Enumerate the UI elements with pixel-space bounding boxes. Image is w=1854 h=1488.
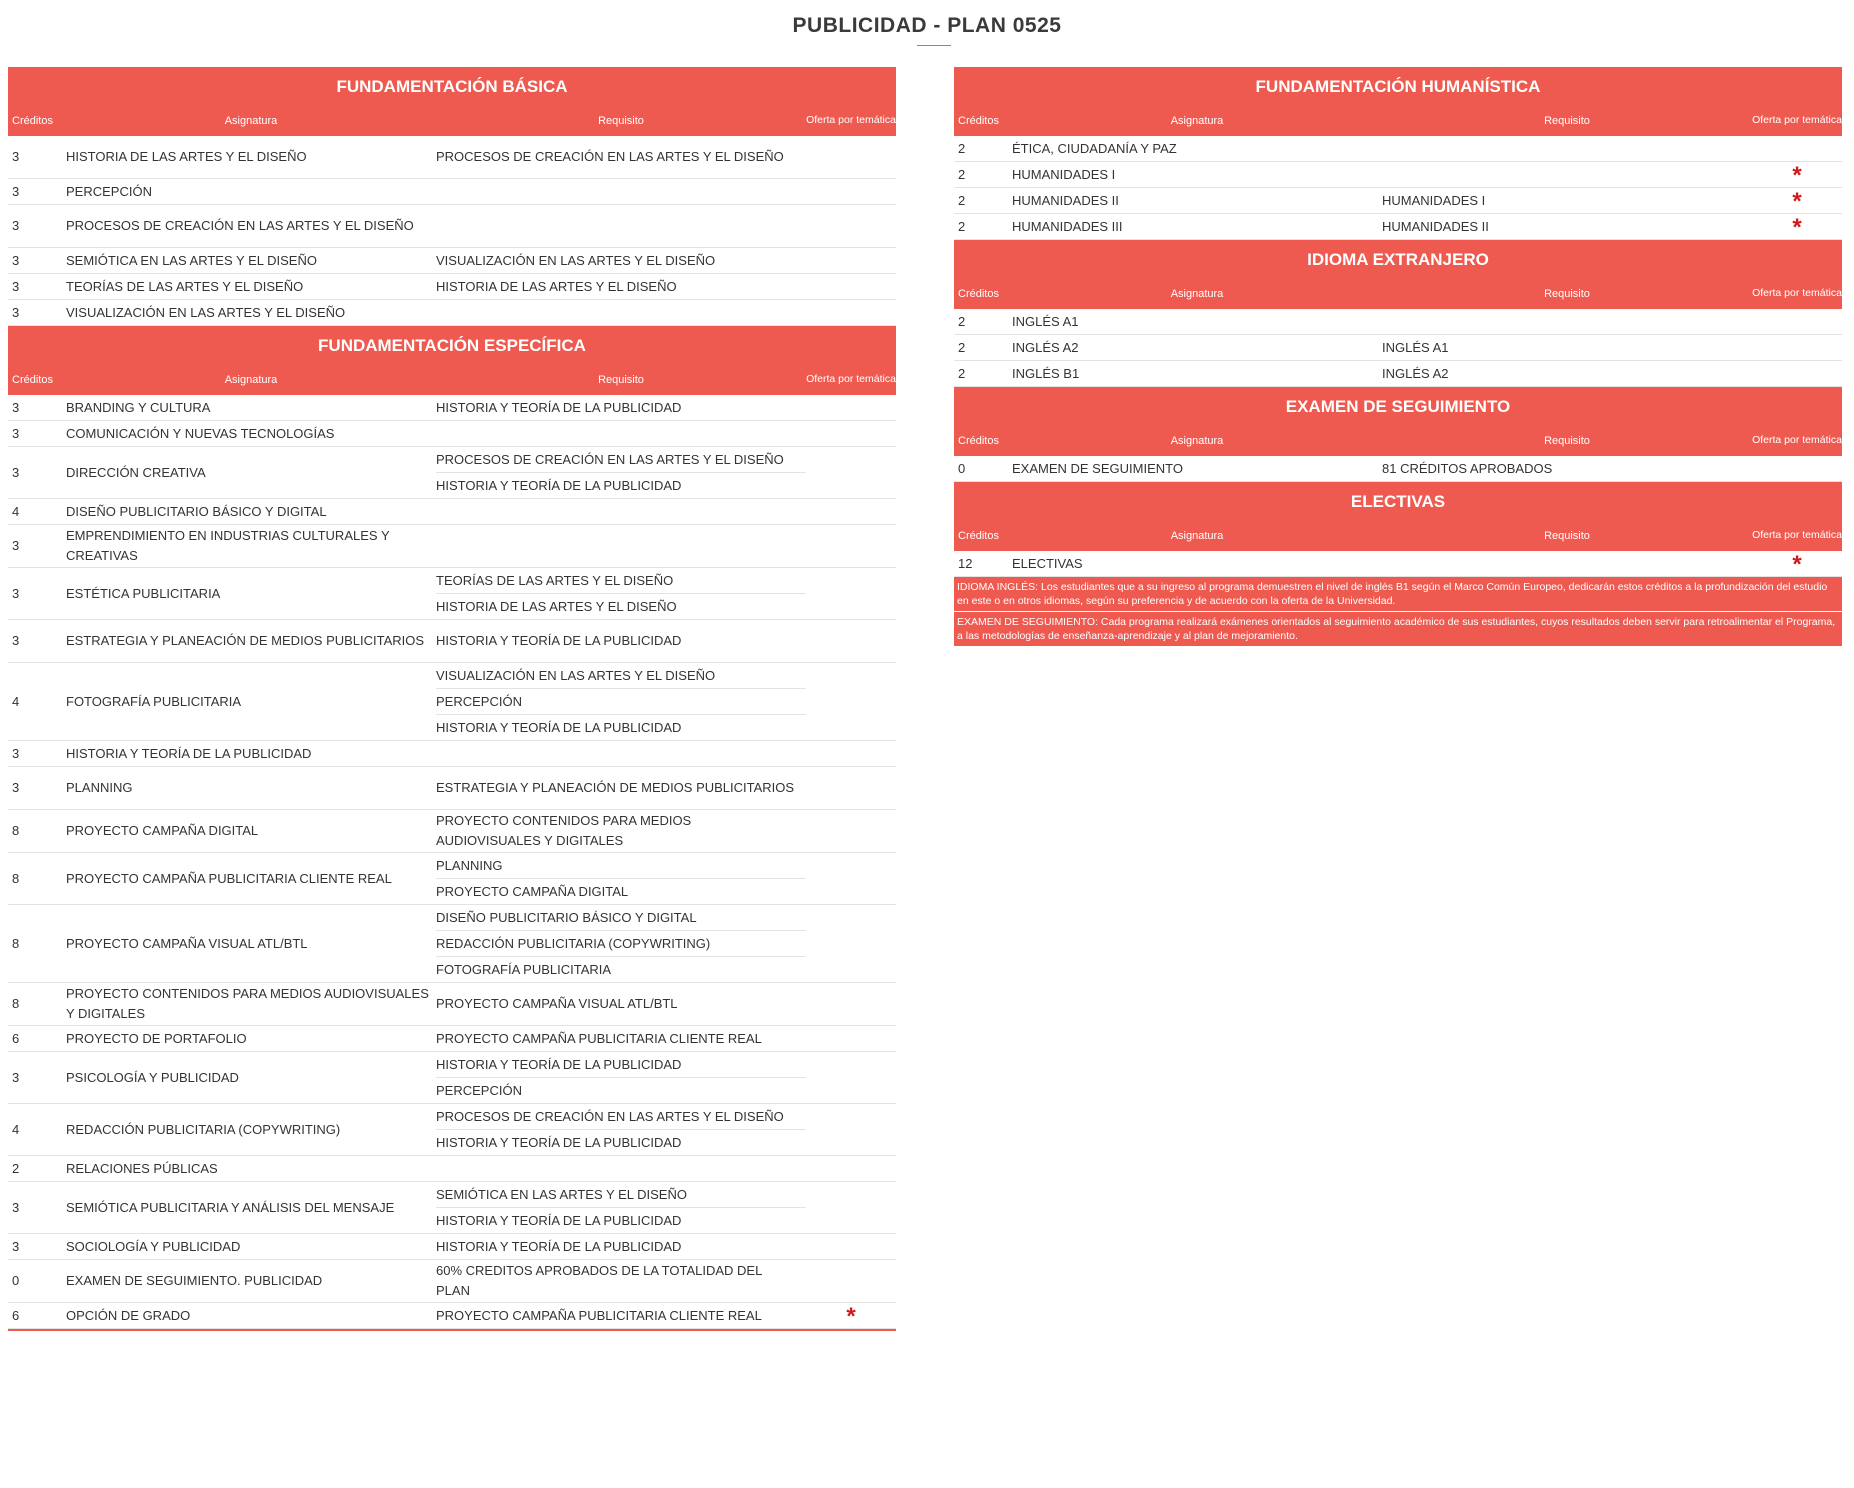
oferta-cell	[806, 499, 896, 524]
creditos-cell: 3	[12, 538, 20, 553]
header-oferta: Oferta por temática	[1752, 529, 1842, 541]
section-header	[954, 240, 1842, 309]
requisito-item: ESTRATEGIA Y PLANEACIÓN DE MEDIOS PUBLICITARIOS	[436, 780, 795, 795]
oferta-cell	[806, 905, 896, 982]
creditos-cell: 3	[12, 464, 20, 480]
requisito-cell	[436, 136, 806, 178]
requisito-item	[1382, 136, 1752, 161]
oferta-cell	[806, 741, 896, 766]
table-row	[954, 551, 1842, 577]
asterisk-icon: *	[1792, 213, 1802, 241]
requisito-item: PROCESOS DE CREACIÓN EN LAS ARTES Y EL DISEÑO	[436, 149, 784, 164]
creditos-cell: 2	[958, 140, 966, 156]
requisito-item	[436, 179, 806, 204]
requisito-item: HISTORIA Y TEORÍA DE LA PUBLICIDAD	[436, 1212, 682, 1228]
asignatura-cell: SOCIOLOGÍA Y PUBLICIDAD	[66, 1238, 241, 1254]
creditos-cell: 3	[12, 252, 20, 268]
requisito-item: INGLÉS A2	[1382, 365, 1449, 381]
requisito-item: PROCESOS DE CREACIÓN EN LAS ARTES Y EL DISEÑO	[436, 1104, 806, 1130]
requisito-item: HISTORIA Y TEORÍA DE LA PUBLICIDAD	[436, 399, 682, 415]
requisito-cell	[436, 395, 806, 420]
table-row	[8, 1260, 896, 1303]
requisito-item	[436, 1156, 806, 1181]
requisito-cell	[436, 1052, 806, 1103]
oferta-cell	[806, 620, 896, 662]
header-requisito: Requisito	[1544, 114, 1590, 127]
table-row	[8, 620, 896, 663]
asignatura-cell: RELACIONES PÚBLICAS	[66, 1160, 218, 1176]
requisito-item: HISTORIA Y TEORÍA DE LA PUBLICIDAD	[436, 633, 682, 648]
oferta-cell	[806, 1104, 896, 1155]
table-row	[8, 1182, 896, 1234]
creditos-cell: 3	[12, 304, 20, 320]
asignatura-cell: VISUALIZACIÓN EN LAS ARTES Y EL DISEÑO	[66, 304, 346, 320]
asignatura-cell: EXAMEN DE SEGUIMIENTO. PUBLICIDAD	[66, 1273, 323, 1288]
header-creditos: Créditos	[12, 114, 53, 127]
requisito-item: SEMIÓTICA EN LAS ARTES Y EL DISEÑO	[436, 1182, 806, 1208]
requisito-cell	[436, 620, 806, 662]
creditos-cell: 3	[12, 745, 20, 761]
oferta-cell	[806, 1303, 896, 1328]
header-creditos: Créditos	[958, 287, 999, 300]
oferta-cell	[806, 1234, 896, 1259]
asignatura-cell: FOTOGRAFÍA PUBLICITARIA	[66, 693, 242, 709]
section-title: FUNDAMENTACIÓN HUMANÍSTICA	[1255, 77, 1541, 96]
requisito-cell	[436, 525, 806, 567]
requisito-cell	[1382, 309, 1752, 334]
creditos-cell: 8	[12, 996, 20, 1011]
table-row	[8, 1104, 896, 1156]
oferta-cell	[806, 568, 896, 619]
oferta-cell	[1752, 456, 1842, 481]
table-row	[8, 525, 896, 568]
requisito-cell	[1382, 214, 1752, 239]
requisito-cell	[1382, 136, 1752, 161]
requisito-item: PROYECTO CAMPAÑA VISUAL ATL/BTL	[436, 996, 678, 1011]
oferta-cell	[806, 1156, 896, 1181]
requisito-item: HISTORIA Y TEORÍA DE LA PUBLICIDAD	[436, 1052, 806, 1078]
table-row	[8, 499, 896, 525]
table-row	[954, 456, 1842, 482]
table-row	[8, 905, 896, 983]
oferta-cell	[1752, 188, 1842, 213]
column-headers	[954, 278, 1842, 309]
asignatura-cell: HISTORIA Y TEORÍA DE LA PUBLICIDAD	[66, 745, 312, 761]
requisito-cell	[436, 663, 806, 740]
requisito-item	[436, 525, 806, 567]
asterisk-icon: *	[846, 1302, 856, 1330]
requisito-cell	[436, 1260, 806, 1302]
oferta-cell	[1752, 361, 1842, 386]
asignatura-cell: INGLÉS B1	[1012, 365, 1080, 381]
asignatura-cell: COMUNICACIÓN Y NUEVAS TECNOLOGÍAS	[66, 425, 335, 441]
requisito-cell	[436, 810, 806, 852]
header-creditos: Créditos	[958, 434, 999, 447]
column-headers	[954, 520, 1842, 551]
creditos-cell: 8	[12, 870, 20, 886]
requisito-cell	[1382, 188, 1752, 213]
requisito-item	[436, 499, 806, 524]
requisito-item: INGLÉS A1	[1382, 339, 1449, 355]
oferta-cell	[1752, 309, 1842, 334]
asignatura-cell: PROYECTO CAMPAÑA VISUAL ATL/BTL	[66, 935, 308, 951]
section-header	[954, 482, 1842, 551]
section-title: ELECTIVAS	[1350, 492, 1446, 511]
creditos-cell: 6	[12, 1307, 20, 1323]
table-row	[954, 361, 1842, 387]
asignatura-cell: DIRECCIÓN CREATIVA	[66, 464, 206, 480]
creditos-cell: 4	[12, 503, 20, 519]
requisito-cell	[436, 1026, 806, 1051]
oferta-cell	[806, 810, 896, 852]
requisito-item: FOTOGRAFÍA PUBLICITARIA	[436, 961, 612, 977]
requisito-item: TEORÍAS DE LAS ARTES Y EL DISEÑO	[436, 568, 806, 594]
oferta-cell	[1752, 551, 1842, 576]
title-underline	[917, 45, 951, 46]
requisito-item: PROCESOS DE CREACIÓN EN LAS ARTES Y EL DISEÑO	[436, 447, 806, 473]
creditos-cell: 8	[12, 935, 20, 951]
header-creditos: Créditos	[958, 529, 999, 542]
oferta-cell	[806, 1026, 896, 1051]
asignatura-cell: PERCEPCIÓN	[66, 183, 152, 199]
oferta-cell	[806, 300, 896, 325]
oferta-cell	[806, 421, 896, 446]
creditos-cell: 3	[12, 1199, 20, 1215]
asignatura-cell: INGLÉS A2	[1012, 339, 1079, 355]
left-column	[8, 67, 896, 1331]
table-row	[954, 309, 1842, 335]
requisito-cell	[436, 741, 806, 766]
requisito-cell	[436, 905, 806, 982]
section-header	[954, 387, 1842, 456]
table-row	[8, 741, 896, 767]
requisito-item	[1382, 551, 1752, 576]
requisito-item	[1382, 309, 1752, 334]
header-oferta: Oferta por temática	[806, 114, 896, 126]
oferta-cell	[806, 1260, 896, 1302]
column-headers	[954, 105, 1842, 136]
requisito-item: HISTORIA Y TEORÍA DE LA PUBLICIDAD	[436, 1134, 682, 1150]
asignatura-cell: HUMANIDADES I	[1012, 166, 1116, 182]
asignatura-cell: PSICOLOGÍA Y PUBLICIDAD	[66, 1069, 239, 1085]
oferta-cell	[806, 983, 896, 1025]
asignatura-cell: EXAMEN DE SEGUIMIENTO	[1012, 460, 1183, 476]
header-requisito: Requisito	[1544, 434, 1590, 447]
requisito-item	[436, 421, 806, 446]
asignatura-cell: SEMIÓTICA EN LAS ARTES Y EL DISEÑO	[66, 252, 317, 268]
requisito-item: HISTORIA Y TEORÍA DE LA PUBLICIDAD	[436, 719, 682, 735]
requisito-cell	[1382, 361, 1752, 386]
section-title: FUNDAMENTACIÓN BÁSICA	[336, 77, 568, 96]
requisito-item: PROYECTO CAMPAÑA PUBLICITARIA CLIENTE REAL	[436, 1307, 762, 1323]
creditos-cell: 6	[12, 1030, 20, 1046]
creditos-cell: 2	[958, 166, 966, 182]
table-row	[8, 447, 896, 499]
creditos-cell: 2	[958, 339, 966, 355]
asignatura-cell: PROYECTO CAMPAÑA DIGITAL	[66, 823, 259, 838]
table-row	[8, 810, 896, 853]
creditos-cell: 12	[958, 555, 973, 571]
creditos-cell: 2	[958, 192, 966, 208]
creditos-cell: 2	[958, 365, 966, 381]
table-row	[8, 274, 896, 300]
table-row	[8, 395, 896, 421]
oferta-cell	[1752, 214, 1842, 239]
table-row	[8, 179, 896, 205]
section-title: EXAMEN DE SEGUIMIENTO	[1285, 397, 1511, 416]
asignatura-cell: BRANDING Y CULTURA	[66, 399, 211, 415]
table-row	[954, 335, 1842, 361]
requisito-cell	[1382, 335, 1752, 360]
asignatura-cell: ELECTIVAS	[1012, 555, 1083, 571]
oferta-cell	[806, 525, 896, 567]
oferta-cell	[806, 136, 896, 178]
requisito-cell	[436, 983, 806, 1025]
asignatura-cell: SEMIÓTICA PUBLICITARIA Y ANÁLISIS DEL MENSAJE	[66, 1199, 395, 1215]
oferta-cell	[806, 447, 896, 498]
requisito-item: VISUALIZACIÓN EN LAS ARTES Y EL DISEÑO	[436, 252, 716, 268]
requisito-item: PROYECTO CAMPAÑA DIGITAL	[436, 883, 629, 899]
asignatura-cell: PLANNING	[66, 780, 133, 795]
section-header	[954, 67, 1842, 136]
oferta-cell	[806, 663, 896, 740]
table-row	[8, 1052, 896, 1104]
section-header	[8, 67, 896, 136]
requisito-cell	[436, 853, 806, 904]
header-requisito: Requisito	[1544, 529, 1590, 542]
creditos-cell: 3	[12, 183, 20, 199]
requisito-item: 81 CRÉDITOS APROBADOS	[1382, 460, 1553, 476]
section-title: IDIOMA EXTRANJERO	[1307, 250, 1489, 269]
creditos-cell: 3	[12, 585, 20, 601]
asignatura-cell: PROCESOS DE CREACIÓN EN LAS ARTES Y EL DISEÑO	[66, 218, 414, 233]
column-headers	[954, 425, 1842, 456]
requisito-item: HISTORIA DE LAS ARTES Y EL DISEÑO	[436, 598, 677, 614]
creditos-cell: 3	[12, 633, 20, 648]
header-asignatura: Asignatura	[1170, 287, 1224, 300]
oferta-cell	[806, 179, 896, 204]
oferta-cell	[806, 853, 896, 904]
requisito-cell	[436, 205, 806, 247]
table-row	[8, 1156, 896, 1182]
oferta-cell	[1752, 335, 1842, 360]
asignatura-cell: PROYECTO CAMPAÑA PUBLICITARIA CLIENTE REAL	[66, 870, 392, 886]
oferta-cell	[806, 1182, 896, 1233]
creditos-cell: 3	[12, 218, 20, 233]
section-right-2	[954, 387, 1842, 482]
oferta-cell	[806, 395, 896, 420]
requisito-item	[1382, 162, 1752, 187]
requisito-item: 60% CREDITOS APROBADOS DE LA TOTALIDAD DEL PLAN	[436, 1263, 762, 1298]
oferta-cell	[806, 1052, 896, 1103]
footnote: EXAMEN DE SEGUIMIENTO: Cada programa realizará exámenes orientados al seguimiento académico de sus estudiantes, cuyos resultados deben servir para retroalimentar el Programa, a las metodologías de enseñanza-aprendizaje y al plan de mejoramiento.	[954, 612, 1842, 647]
requisito-cell	[436, 568, 806, 619]
asignatura-cell: INGLÉS A1	[1012, 313, 1079, 329]
header-oferta: Oferta por temática	[1752, 114, 1842, 126]
requisito-item: PROYECTO CONTENIDOS PARA MEDIOS AUDIOVISUALES Y DIGITALES	[436, 813, 692, 848]
asterisk-icon: *	[1792, 550, 1802, 578]
creditos-cell: 2	[958, 218, 966, 234]
asignatura-cell: PROYECTO DE PORTAFOLIO	[66, 1030, 247, 1046]
table-row	[954, 136, 1842, 162]
creditos-cell: 3	[12, 425, 20, 441]
requisito-item: PERCEPCIÓN	[436, 689, 806, 715]
asignatura-cell: TEORÍAS DE LAS ARTES Y EL DISEÑO	[66, 278, 304, 294]
requisito-item: PLANNING	[436, 853, 806, 879]
table-row	[954, 162, 1842, 188]
asignatura-cell: PROYECTO CONTENIDOS PARA MEDIOS AUDIOVISUALES Y DIGITALES	[66, 986, 429, 1021]
asterisk-icon: *	[1792, 187, 1802, 215]
requisito-cell	[436, 1234, 806, 1259]
requisito-item: HISTORIA Y TEORÍA DE LA PUBLICIDAD	[436, 1238, 682, 1254]
header-asignatura: Asignatura	[1170, 529, 1224, 542]
creditos-cell: 3	[12, 1069, 20, 1085]
table-row	[8, 1303, 896, 1329]
header-asignatura: Asignatura	[1170, 114, 1224, 127]
requisito-cell	[436, 1182, 806, 1233]
oferta-cell	[1752, 136, 1842, 161]
oferta-cell	[1752, 162, 1842, 187]
requisito-item: REDACCIÓN PUBLICITARIA (COPYWRITING)	[436, 931, 806, 957]
requisito-cell	[436, 499, 806, 524]
requisito-item: PROYECTO CAMPAÑA PUBLICITARIA CLIENTE REAL	[436, 1030, 762, 1046]
requisito-item: HUMANIDADES II	[1382, 218, 1489, 234]
table-row	[8, 1234, 896, 1260]
header-asignatura: Asignatura	[224, 114, 278, 127]
table-row	[954, 214, 1842, 240]
section-header	[8, 326, 896, 395]
asignatura-cell: HUMANIDADES II	[1012, 192, 1119, 208]
table-bottom-rule	[8, 1329, 896, 1331]
table-row	[8, 421, 896, 447]
table-row	[8, 300, 896, 326]
creditos-cell: 2	[12, 1160, 20, 1176]
table-row	[8, 205, 896, 248]
asignatura-cell: ESTÉTICA PUBLICITARIA	[66, 585, 221, 601]
section-left-1	[8, 326, 896, 1329]
requisito-item: HUMANIDADES I	[1382, 192, 1486, 208]
asignatura-cell: HUMANIDADES III	[1012, 218, 1123, 234]
footnote: IDIOMA INGLÉS: Los estudiantes que a su ingreso al programa demuestren el nivel de inglés B1 según el Marco Común Europeo, dedicarán estos créditos a la profundización del estudio en este o en otros idiomas, según su preferencia y de acuerdo con la oferta de la Universidad.	[954, 577, 1842, 612]
requisito-item	[436, 741, 806, 766]
requisito-cell	[436, 1303, 806, 1328]
creditos-cell: 3	[12, 780, 20, 795]
asignatura-cell: ÉTICA, CIUDADANÍA Y PAZ	[1012, 140, 1177, 156]
section-right-0	[954, 67, 1842, 240]
asignatura-cell: ESTRATEGIA Y PLANEACIÓN DE MEDIOS PUBLICITARIOS	[66, 633, 425, 648]
requisito-item	[436, 300, 806, 325]
oferta-cell	[806, 205, 896, 247]
oferta-cell	[806, 248, 896, 273]
creditos-cell: 4	[12, 1121, 20, 1137]
header-creditos: Créditos	[958, 114, 999, 127]
header-requisito: Requisito	[598, 114, 644, 127]
requisito-cell	[1382, 456, 1752, 481]
creditos-cell: 2	[958, 313, 966, 329]
requisito-cell	[436, 1104, 806, 1155]
requisito-cell	[1382, 551, 1752, 576]
requisito-cell	[1382, 162, 1752, 187]
header-requisito: Requisito	[1544, 287, 1590, 300]
section-left-0	[8, 67, 896, 326]
creditos-cell: 3	[12, 278, 20, 294]
requisito-cell	[436, 421, 806, 446]
table-row	[8, 767, 896, 810]
oferta-cell	[806, 767, 896, 809]
table-row	[8, 663, 896, 741]
header-oferta: Oferta por temática	[1752, 434, 1842, 446]
requisito-item	[436, 205, 806, 247]
column-headers	[8, 105, 896, 136]
creditos-cell: 0	[12, 1273, 20, 1288]
header-oferta: Oferta por temática	[1752, 287, 1842, 299]
asignatura-cell: DISEÑO PUBLICITARIO BÁSICO Y DIGITAL	[66, 503, 327, 519]
asignatura-cell: HISTORIA DE LAS ARTES Y EL DISEÑO	[66, 149, 307, 164]
column-headers	[8, 364, 896, 395]
table-row	[954, 188, 1842, 214]
requisito-item: VISUALIZACIÓN EN LAS ARTES Y EL DISEÑO	[436, 663, 806, 689]
header-creditos: Créditos	[12, 373, 53, 386]
table-row	[8, 1026, 896, 1052]
requisito-cell	[436, 300, 806, 325]
header-asignatura: Asignatura	[224, 373, 278, 386]
requisito-item: HISTORIA DE LAS ARTES Y EL DISEÑO	[436, 278, 677, 294]
page-title: PUBLICIDAD - PLAN 0525	[792, 14, 1062, 37]
table-row	[8, 136, 896, 179]
section-title: FUNDAMENTACIÓN ESPECÍFICA	[318, 336, 586, 355]
asignatura-cell: REDACCIÓN PUBLICITARIA (COPYWRITING)	[66, 1121, 341, 1137]
oferta-cell	[806, 274, 896, 299]
requisito-cell	[436, 767, 806, 809]
creditos-cell: 3	[12, 149, 20, 164]
requisito-cell	[436, 447, 806, 498]
section-right-1	[954, 240, 1842, 387]
table-row	[8, 853, 896, 905]
requisito-item: PERCEPCIÓN	[436, 1082, 522, 1098]
asignatura-cell: EMPRENDIMIENTO EN INDUSTRIAS CULTURALES Y CREATIVAS	[66, 528, 390, 563]
header-requisito: Requisito	[598, 373, 644, 386]
requisito-cell	[436, 248, 806, 273]
creditos-cell: 8	[12, 823, 20, 838]
creditos-cell: 4	[12, 693, 20, 709]
table-row	[8, 568, 896, 620]
header-asignatura: Asignatura	[1170, 434, 1224, 447]
creditos-cell: 0	[958, 460, 966, 476]
requisito-cell	[436, 179, 806, 204]
requisito-item: DISEÑO PUBLICITARIO BÁSICO Y DIGITAL	[436, 905, 806, 931]
asignatura-cell: OPCIÓN DE GRADO	[66, 1307, 191, 1323]
asterisk-icon: *	[1792, 161, 1802, 189]
requisito-cell	[436, 274, 806, 299]
section-right-3	[954, 482, 1842, 577]
requisito-item: HISTORIA Y TEORÍA DE LA PUBLICIDAD	[436, 477, 682, 493]
right-column	[954, 67, 1842, 647]
table-row	[8, 248, 896, 274]
header-oferta: Oferta por temática	[806, 373, 896, 385]
creditos-cell: 3	[12, 399, 20, 415]
creditos-cell: 3	[12, 1238, 20, 1254]
requisito-cell	[436, 1156, 806, 1181]
table-row	[8, 983, 896, 1026]
